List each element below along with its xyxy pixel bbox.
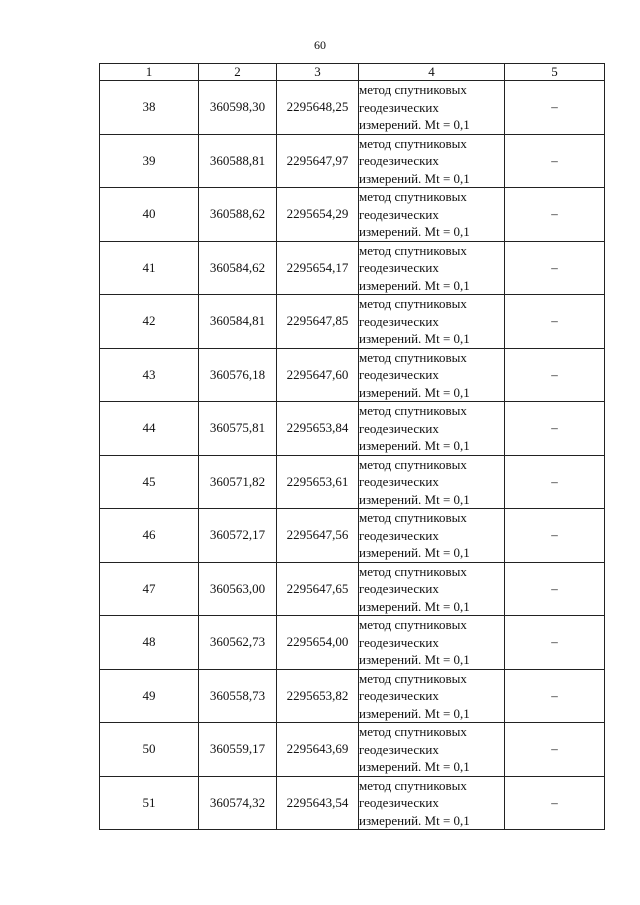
column-5-cell: –: [505, 348, 605, 402]
header-cell-5: 5: [505, 64, 605, 81]
method-line: геодезических: [359, 99, 439, 115]
x-coordinate-cell: 360588,81: [199, 134, 277, 188]
method-line: метод спутниковых: [359, 296, 467, 311]
header-row: [100, 64, 605, 81]
method-cell: [359, 134, 505, 188]
method-line: измерений. Mt = 0,1: [359, 652, 470, 667]
column-5-cell: –: [505, 188, 605, 242]
y-coordinate-cell: 2295643,69: [277, 723, 359, 777]
point-number-cell: 41: [100, 241, 199, 295]
x-coordinate-cell: 360588,62: [199, 188, 277, 242]
point-number-cell: 47: [100, 562, 199, 616]
method-line: метод спутниковых: [359, 456, 467, 472]
x-coordinate-cell: 360563,00: [199, 562, 277, 616]
header-cell-1: 1: [100, 64, 199, 81]
method-line: геодезических: [359, 367, 439, 382]
table-row: [100, 348, 605, 402]
point-number-cell: 40: [100, 188, 199, 242]
table-row: [100, 188, 605, 242]
table-row: [100, 723, 605, 777]
column-5-cell: –: [505, 509, 605, 563]
column-5-cell: –: [505, 81, 605, 135]
table-row: [100, 776, 605, 830]
method-line: измерений. Mt = 0,1: [359, 491, 470, 507]
method-line: геодезических: [359, 688, 439, 703]
method-cell: [359, 81, 505, 135]
method-line: геодезических: [359, 260, 439, 275]
table-row: [100, 455, 605, 509]
method-line: геодезических: [359, 313, 439, 329]
header-cell-2: 2: [199, 64, 277, 81]
column-5-cell: –: [505, 562, 605, 616]
table-row: [100, 295, 605, 349]
x-coordinate-cell: 360584,62: [199, 241, 277, 295]
point-number-cell: 49: [100, 669, 199, 723]
method-cell: [359, 562, 505, 616]
method-cell: [359, 669, 505, 723]
y-coordinate-cell: 2295643,54: [277, 776, 359, 830]
method-line: измерений. Mt = 0,1: [359, 438, 470, 453]
method-line: измерений. Mt = 0,1: [359, 170, 470, 186]
method-line: геодезических: [359, 581, 439, 596]
y-coordinate-cell: 2295653,84: [277, 402, 359, 456]
method-line: метод спутниковых: [359, 135, 467, 151]
column-5-cell: –: [505, 616, 605, 670]
method-cell: [359, 776, 505, 830]
table-body: [100, 81, 605, 830]
table-row: [100, 562, 605, 616]
point-number-cell: 39: [100, 134, 199, 188]
x-coordinate-cell: 360576,18: [199, 348, 277, 402]
method-cell: [359, 723, 505, 777]
column-5-cell: –: [505, 402, 605, 456]
method-line: геодезических: [359, 795, 439, 810]
point-number-cell: 46: [100, 509, 199, 563]
method-cell: [359, 402, 505, 456]
method-cell: [359, 509, 505, 563]
method-line: геодезических: [359, 527, 439, 543]
column-5-cell: –: [505, 669, 605, 723]
method-line: геодезических: [359, 206, 439, 222]
method-line: измерений. Mt = 0,1: [359, 812, 470, 828]
method-line: измерений. Mt = 0,1: [359, 277, 470, 293]
method-line: измерений. Mt = 0,1: [359, 117, 470, 132]
method-line: геодезических: [359, 420, 439, 436]
y-coordinate-cell: 2295654,00: [277, 616, 359, 670]
method-line: геодезических: [359, 634, 439, 650]
y-coordinate-cell: 2295647,65: [277, 562, 359, 616]
table-row: [100, 509, 605, 563]
method-line: метод спутниковых: [359, 510, 467, 525]
x-coordinate-cell: 360584,81: [199, 295, 277, 349]
y-coordinate-cell: 2295647,85: [277, 295, 359, 349]
y-coordinate-cell: 2295654,17: [277, 241, 359, 295]
x-coordinate-cell: 360598,30: [199, 81, 277, 135]
method-line: метод спутниковых: [359, 563, 467, 579]
column-5-cell: –: [505, 455, 605, 509]
method-cell: [359, 348, 505, 402]
method-line: измерений. Mt = 0,1: [359, 705, 470, 721]
method-line: метод спутниковых: [359, 349, 467, 365]
method-line: метод спутниковых: [359, 724, 467, 739]
point-number-cell: 45: [100, 455, 199, 509]
x-coordinate-cell: 360558,73: [199, 669, 277, 723]
method-line: геодезических: [359, 741, 439, 757]
column-5-cell: –: [505, 776, 605, 830]
table-row: [100, 241, 605, 295]
header-cell-3: 3: [277, 64, 359, 81]
method-line: метод спутниковых: [359, 777, 467, 793]
table-row: [100, 616, 605, 670]
method-cell: [359, 455, 505, 509]
point-number-cell: 38: [100, 81, 199, 135]
y-coordinate-cell: 2295647,56: [277, 509, 359, 563]
column-5-cell: –: [505, 241, 605, 295]
method-line: измерений. Mt = 0,1: [359, 331, 470, 346]
method-cell: [359, 241, 505, 295]
method-line: метод спутниковых: [359, 670, 467, 686]
page-number: 60: [314, 38, 326, 52]
method-line: измерений. Mt = 0,1: [359, 384, 470, 400]
point-number-cell: 51: [100, 776, 199, 830]
column-5-cell: –: [505, 723, 605, 777]
column-5-cell: –: [505, 134, 605, 188]
x-coordinate-cell: 360571,82: [199, 455, 277, 509]
x-coordinate-cell: 360559,17: [199, 723, 277, 777]
method-line: метод спутниковых: [359, 403, 467, 418]
method-line: метод спутниковых: [359, 189, 467, 204]
y-coordinate-cell: 2295647,60: [277, 348, 359, 402]
point-number-cell: 48: [100, 616, 199, 670]
method-line: измерений. Mt = 0,1: [359, 759, 470, 774]
x-coordinate-cell: 360574,32: [199, 776, 277, 830]
column-5-cell: –: [505, 295, 605, 349]
y-coordinate-cell: 2295653,82: [277, 669, 359, 723]
method-cell: [359, 188, 505, 242]
x-coordinate-cell: 360572,17: [199, 509, 277, 563]
x-coordinate-cell: 360562,73: [199, 616, 277, 670]
y-coordinate-cell: 2295647,97: [277, 134, 359, 188]
method-line: измерений. Mt = 0,1: [359, 224, 470, 239]
method-line: метод спутниковых: [359, 242, 467, 258]
y-coordinate-cell: 2295648,25: [277, 81, 359, 135]
table-row: [100, 81, 605, 135]
point-number-cell: 43: [100, 348, 199, 402]
table-row: [100, 134, 605, 188]
table-row: [100, 669, 605, 723]
coordinates-table: [99, 63, 605, 830]
method-line: геодезических: [359, 474, 439, 489]
point-number-cell: 44: [100, 402, 199, 456]
method-line: измерений. Mt = 0,1: [359, 545, 470, 560]
point-number-cell: 42: [100, 295, 199, 349]
method-line: геодезических: [359, 153, 439, 168]
method-cell: [359, 616, 505, 670]
header-cell-4: 4: [359, 64, 505, 81]
method-line: метод спутниковых: [359, 617, 467, 632]
method-line: метод спутниковых: [359, 82, 467, 97]
method-cell: [359, 295, 505, 349]
point-number-cell: 50: [100, 723, 199, 777]
y-coordinate-cell: 2295654,29: [277, 188, 359, 242]
x-coordinate-cell: 360575,81: [199, 402, 277, 456]
method-line: измерений. Mt = 0,1: [359, 598, 470, 614]
y-coordinate-cell: 2295653,61: [277, 455, 359, 509]
table-row: [100, 402, 605, 456]
